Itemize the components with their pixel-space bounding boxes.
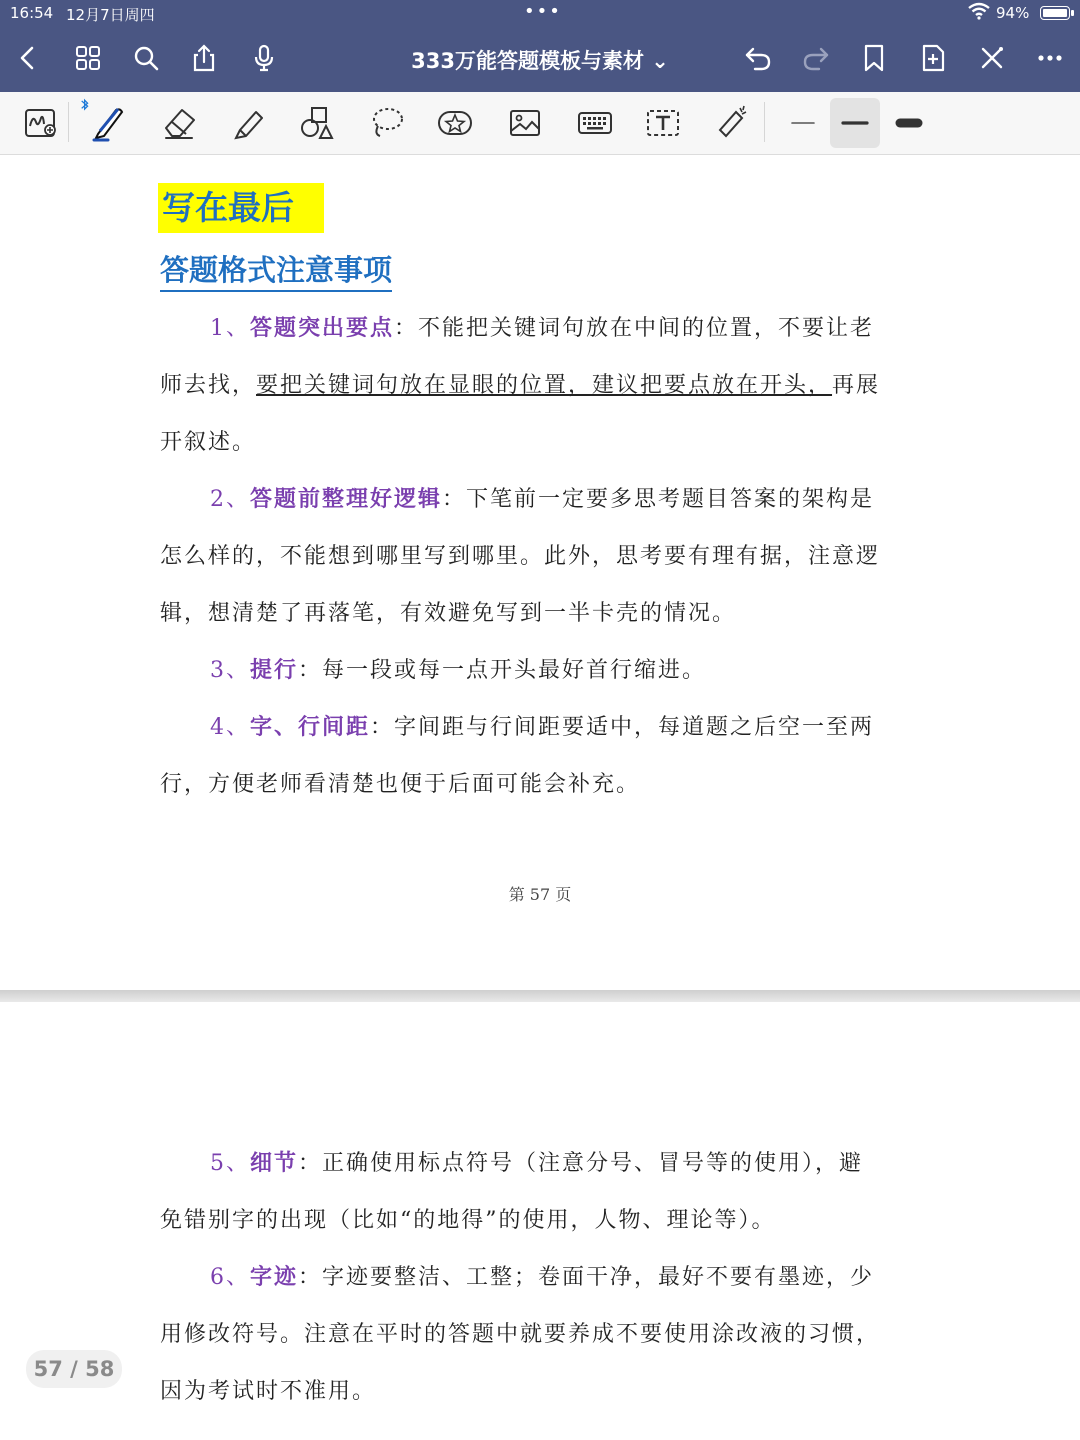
page-number: 第 57 页: [508, 885, 572, 904]
battery-percent: 94%: [996, 4, 1030, 22]
handwriting-icon[interactable]: [18, 100, 64, 146]
lasso-icon[interactable]: [364, 100, 410, 146]
item-2-line-2: 怎么样的，不能想到哪里写到哪里。此外，思考要有理有据，注意逻: [160, 544, 881, 569]
colon: ：: [370, 715, 395, 740]
item-keyword: 细节: [250, 1150, 299, 1176]
item-3-line-1: [160, 653, 920, 684]
item-keyword: 字迹: [250, 1264, 299, 1290]
drawing-toolbar: [0, 92, 1080, 155]
item-2-line-1: [160, 482, 920, 513]
item-1-line-1: [160, 311, 920, 342]
battery-icon: [1040, 6, 1070, 20]
item-5-line-2: 免错别字的出现（比如“的地得”的使用，人物、理论等）。: [160, 1208, 776, 1233]
wifi-icon: [968, 2, 990, 24]
heading-final: 写在最后: [158, 183, 324, 233]
text-icon[interactable]: [640, 100, 686, 146]
status-bar: [0, 0, 1080, 28]
item-text: 师去找，: [160, 373, 257, 398]
item-text: 每一段或每一点开头最好首行缩进。: [322, 658, 707, 683]
item-text: 字间距与行间距要适中，每道题之后空一至两: [394, 715, 875, 740]
item-keyword: 提行: [250, 657, 299, 683]
item-6-line-3: 因为考试时不准用。: [160, 1379, 377, 1404]
item-5-line-1: [160, 1146, 920, 1177]
item-keyword: 字、行间距: [250, 714, 371, 740]
laser-pointer-icon[interactable]: [708, 100, 754, 146]
item-2-line-3: 辑，想清楚了再落笔，有效避免写到一半卡壳的情况。: [160, 601, 737, 626]
more-icon[interactable]: [1032, 40, 1068, 76]
redo-icon[interactable]: [798, 40, 834, 76]
keyboard-icon[interactable]: [572, 100, 618, 146]
item-number: 1、: [210, 316, 250, 341]
document-title[interactable]: 333万能答题模板与素材 ⌄: [411, 49, 669, 73]
colon: ：: [298, 658, 323, 683]
heading-format-notes: 答题格式注意事项: [160, 250, 392, 292]
underlined-text: 要把关键词句放在显眼的位置，建议把要点放在开头，: [256, 373, 833, 398]
sticker-icon[interactable]: [432, 100, 478, 146]
add-page-icon[interactable]: [915, 40, 951, 76]
shapes-icon[interactable]: [294, 100, 340, 146]
image-icon[interactable]: [502, 100, 548, 146]
page-separator: [0, 990, 1080, 1002]
close-icon[interactable]: [974, 40, 1010, 76]
item-number: 3、: [210, 658, 250, 683]
item-6-line-2: 用修改符号。注意在平时的答题中就要养成不要使用涂改液的习惯，: [160, 1322, 881, 1347]
document-page-57[interactable]: [0, 156, 1080, 990]
colon: ：: [298, 1151, 323, 1176]
grid-icon[interactable]: [70, 40, 106, 76]
item-number: 5、: [210, 1151, 250, 1176]
colon: ：: [442, 487, 467, 512]
eraser-icon[interactable]: [156, 100, 202, 146]
undo-icon[interactable]: [740, 40, 776, 76]
colon: ：: [298, 1265, 323, 1290]
document-page-58[interactable]: [0, 1002, 1080, 1440]
stroke-medium[interactable]: [830, 98, 880, 148]
stroke-thin[interactable]: [780, 100, 826, 146]
stroke-thick[interactable]: [886, 100, 932, 146]
item-4-line-1: [160, 710, 920, 741]
bookmark-icon[interactable]: [856, 40, 892, 76]
page-indicator[interactable]: 57 / 58: [26, 1350, 122, 1388]
status-date: 12月7日周四: [66, 6, 155, 24]
item-text: 再展: [832, 373, 881, 398]
status-time: 16:54: [10, 4, 54, 22]
colon: ：: [394, 316, 419, 341]
pen-icon[interactable]: [86, 100, 132, 146]
item-text: 正确使用标点符号（注意分号、冒号等的使用），避: [322, 1151, 864, 1176]
share-icon[interactable]: [186, 40, 222, 76]
item-keyword: 答题突出要点: [250, 315, 395, 341]
top-bar: [0, 0, 1080, 92]
back-icon[interactable]: [10, 40, 46, 76]
item-number: 4、: [210, 715, 250, 740]
item-6-line-1: [160, 1260, 920, 1291]
item-keyword: 答题前整理好逻辑: [250, 486, 443, 512]
highlighter-icon[interactable]: [226, 100, 272, 146]
item-1-line-2: [160, 368, 920, 399]
item-number: 6、: [210, 1265, 250, 1290]
multitask-dots[interactable]: •••: [524, 1, 562, 22]
microphone-icon[interactable]: [246, 40, 282, 76]
item-number: 2、: [210, 487, 250, 512]
item-text: 不能把关键词句放在中间的位置，不要让老: [418, 316, 875, 341]
item-text: 下笔前一定要多思考题目答案的架构是: [466, 487, 875, 512]
item-1-line-3: 开叙述。: [160, 430, 257, 455]
item-4-line-2: 行，方便老师看清楚也便于后面可能会补充。: [160, 772, 641, 797]
item-text: 字迹要整洁、工整；卷面干净，最好不要有墨迹，少: [322, 1265, 875, 1290]
search-icon[interactable]: [128, 40, 164, 76]
